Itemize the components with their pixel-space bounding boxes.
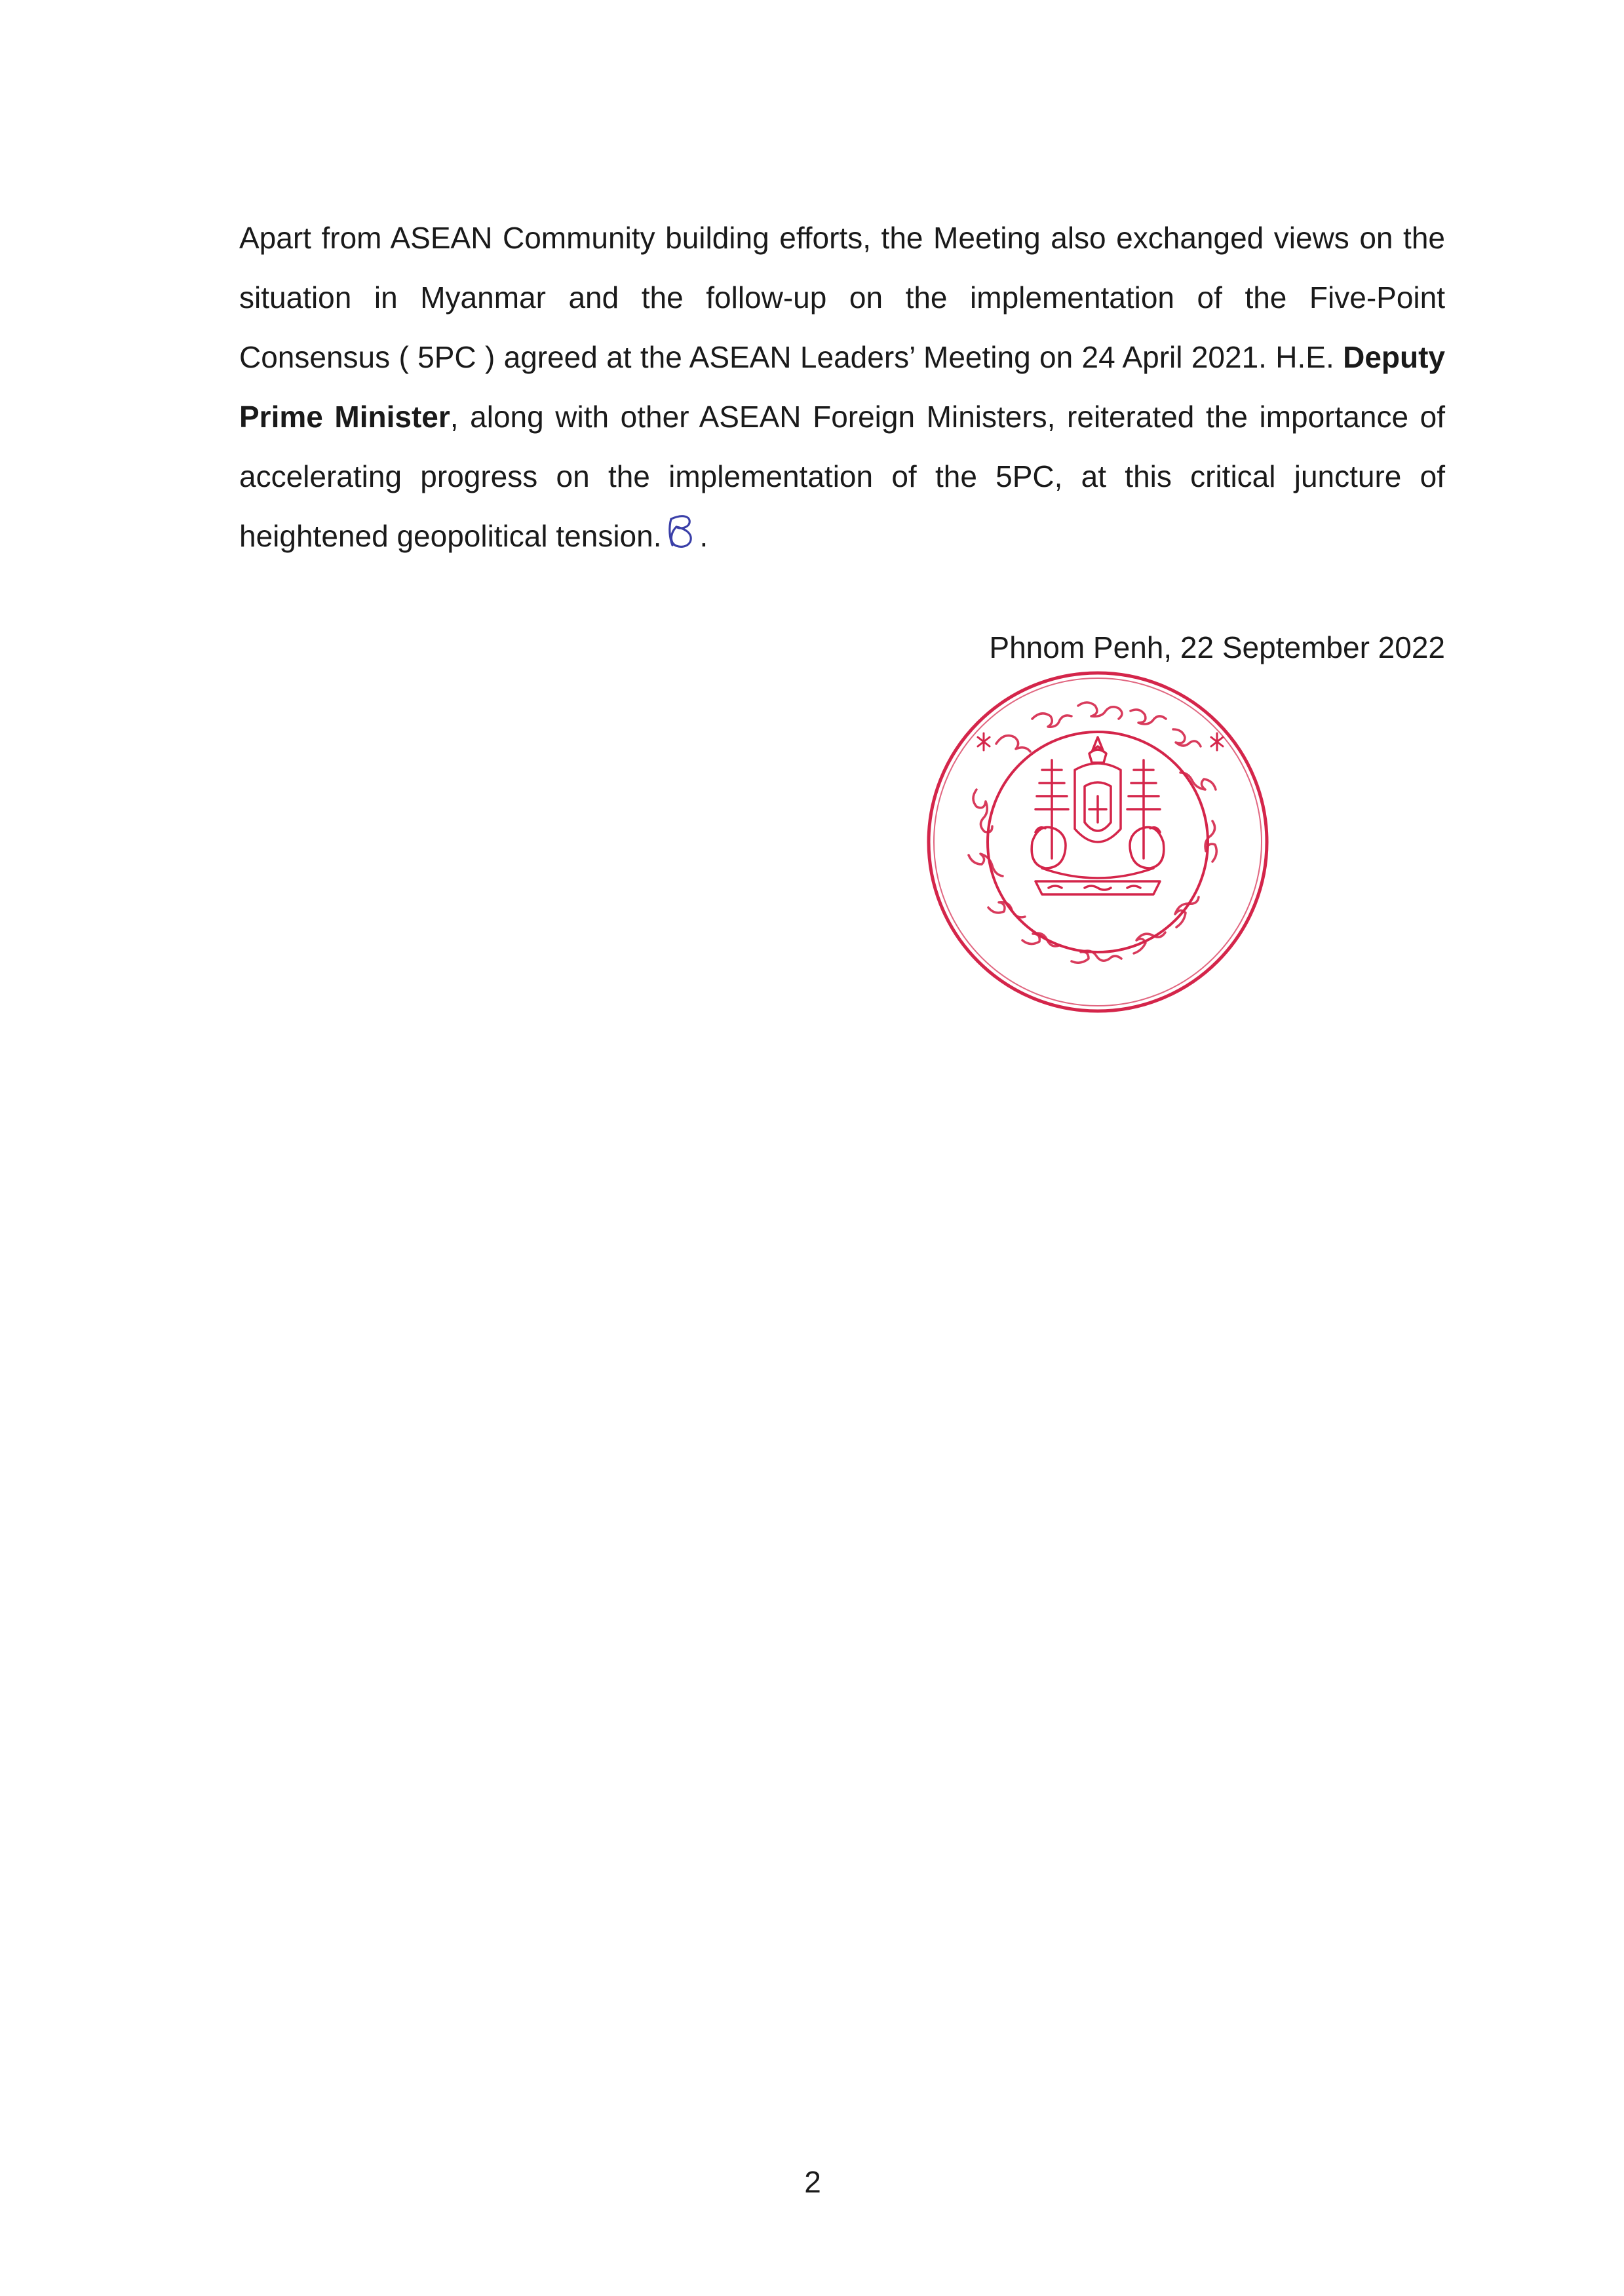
- handwritten-initial-icon: [663, 512, 700, 552]
- paragraph-text-end: , along with other ASEAN Foreign Ministers, reiterated the importance of accelerating progress on the implementation of the 5PC, at this critical juncture of heightened geopolitical tension.: [239, 400, 1445, 553]
- body-paragraph: [239, 208, 1445, 566]
- paragraph-text-start: Apart from ASEAN Community building efforts, the Meeting also exchanged views on the situation in Myanmar and the follow-up on the implementation of the Five-Point Consensus ( 5PC ) agreed at the ASEAN Leaders’ Meeting on 24 April 2021. H.E.: [239, 221, 1445, 374]
- page-number: 2: [804, 2165, 821, 2199]
- dateline: Phnom Penh, 22 September 2022: [989, 630, 1445, 664]
- paragraph-bold-title: Deputy Prime Minister: [239, 340, 1445, 434]
- paragraph-trailing-mark: .: [699, 519, 708, 553]
- official-seal-icon: [918, 665, 1278, 1019]
